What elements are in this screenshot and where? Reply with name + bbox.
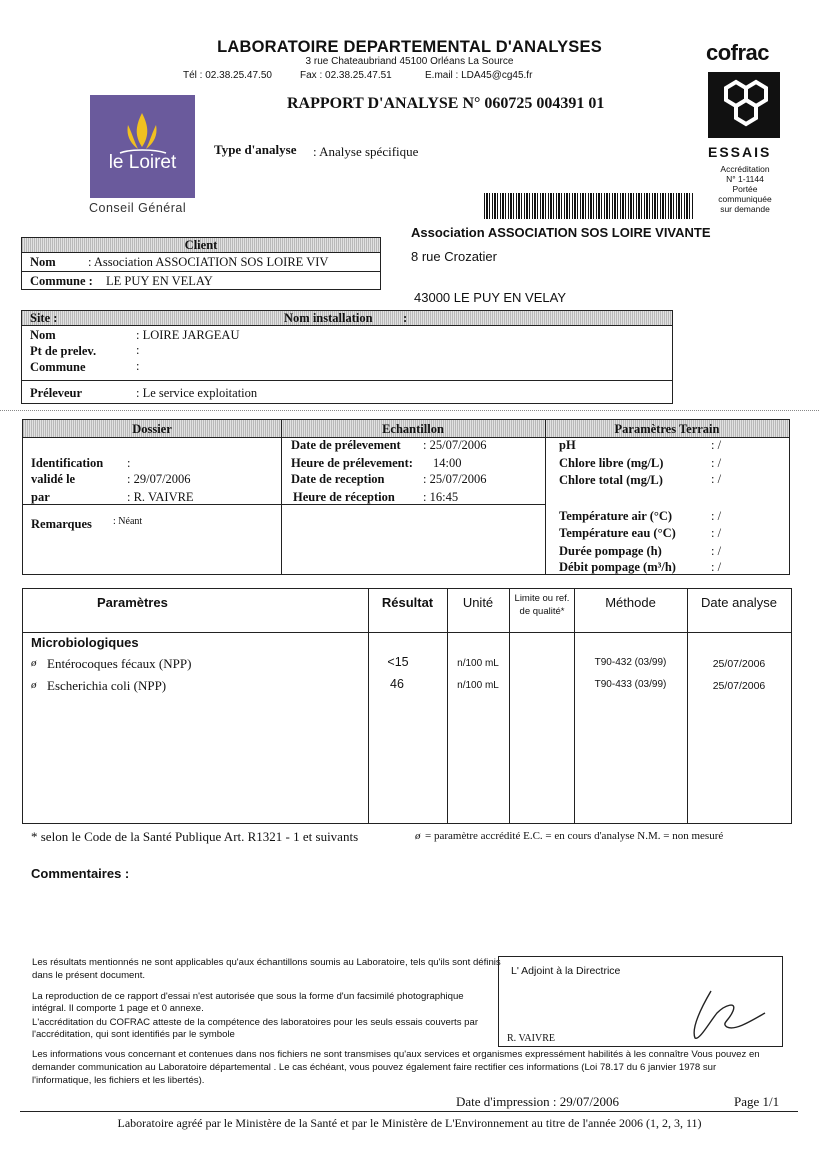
terrain-row-3-label: Chlore total (mg/L) [559, 473, 663, 487]
terrain-row-4-label: Température air (°C) [559, 509, 673, 523]
logo-name: le Loiret [108, 152, 177, 173]
row-2-method: T90-433 (03/99) [594, 679, 667, 690]
footer-p4: Les informations vous concernant et contenues dans nos fichiers ne sont transmises qu'aux services et organismes expressément habilités à les connaître Vous pouvez en demander communication au Laboratoire départemental . Le cas échéant, vous pouvez également faire rectifier ces informations (Loi 78.17 du 6 janvier 1978 sur l'informatique, les fichiers et les libertés). [32, 1049, 760, 1086]
cofrac-logo [700, 40, 790, 220]
col-limite: Limite ou ref. de qualité* [514, 593, 570, 617]
dossier-par-label: par [31, 490, 50, 504]
signer-title: L' Adjoint à la Directrice [511, 965, 621, 977]
separator [0, 410, 819, 411]
cofrac-portee: Portée [732, 184, 758, 194]
col-methode: Méthode [605, 595, 656, 610]
col-resultat: Résultat [381, 595, 434, 610]
row-1-method: T90-432 (03/99) [594, 657, 667, 668]
accredited-icon: ø [31, 679, 37, 691]
site-commune-label: Commune [30, 360, 86, 374]
terrain-header: Paramètres Terrain [614, 422, 720, 436]
lab-address: 3 rue Chateaubriand 45100 Orléans La Source [305, 56, 514, 67]
echantillon-row-2-label: Heure de prélevement: [291, 456, 413, 470]
client-box [21, 237, 381, 290]
cofrac-accreditation: Accréditation [720, 164, 770, 174]
client-commune-label: Commune : [30, 274, 93, 288]
row-2-unit: n/100 mL [457, 680, 499, 691]
terrain-row-5-label: Température eau (°C) [559, 526, 676, 540]
footer-p3: L'accréditation du COFRAC atteste de la compétence des laboratoires pour les seuls essais couverts par l'accréditation, qui sont identifiés par le symbole [32, 1017, 479, 1040]
row-2-result: 46 [390, 677, 404, 691]
row-1-result: <15 [387, 655, 409, 669]
report-title: RAPPORT D'ANALYSE N° 060725 004391 01 [287, 95, 605, 112]
site-pt-value: : [136, 343, 140, 357]
type-analyse-label: Type d'analyse [214, 142, 297, 157]
site-commune-value: : [136, 359, 140, 373]
lab-email: E.mail : LDA45@cg45.fr [425, 70, 533, 81]
signature-box [498, 956, 783, 1047]
signature-icon [681, 983, 771, 1043]
echantillon-row-4-value: : 16:45 [423, 490, 459, 504]
client-nom-label: Nom [30, 255, 56, 269]
print-date: Date d'impression : 29/07/2006 [456, 1094, 620, 1109]
echantillon-row-3-value: : 25/07/2006 [423, 472, 487, 486]
logo-subtitle: Conseil Général [89, 201, 187, 215]
code-note: * selon le Code de la Santé Publique Art. R1321 - 1 et suivants [31, 829, 359, 844]
recipient-name: Association ASSOCIATION SOS LOIRE VIVANTE [411, 225, 711, 240]
terrain-row-5-value: : / [711, 526, 722, 540]
dossier-remarques-label: Remarques [31, 517, 92, 531]
terrain-row-4-value: : / [711, 509, 722, 523]
echantillon-row-3-label: Date de reception [291, 472, 385, 486]
recipient-city: 43000 LE PUY EN VELAY [414, 290, 567, 305]
dossier-ident-label: Identification [31, 456, 104, 470]
row-2-param: Escherichia coli (NPP) [47, 678, 167, 693]
recipient-street: 8 rue Crozatier [411, 249, 497, 264]
row-1-date: 25/07/2006 [712, 658, 766, 670]
cofrac-communiquee: communiquée [718, 194, 772, 204]
site-preleveur-value: : Le service exploitation [136, 386, 258, 400]
results-table [22, 588, 792, 824]
cofrac-hexagon-icon [706, 70, 786, 140]
echantillon-row-2-value: 14:00 [433, 456, 462, 470]
terrain-row-2-label: Chlore libre (mg/L) [559, 456, 664, 470]
commentaires-label: Commentaires : [31, 866, 130, 881]
terrain-row-6-value: : / [711, 544, 722, 558]
cofrac-number: N° 1-1144 [726, 174, 764, 184]
terrain-row-7-value: : / [711, 560, 722, 574]
client-header [22, 238, 380, 253]
col-date: Date analyse [701, 595, 777, 610]
legend-note: = paramètre accrédité E.C. = en cours d'analyse N.M. = non mesuré [425, 830, 724, 842]
terrain-row-3-value: : / [711, 472, 722, 486]
site-nom-label: Nom [30, 328, 56, 342]
terrain-row-1-label: pH [559, 438, 576, 452]
terrain-row-7-label: Débit pompage (m³/h) [559, 560, 676, 574]
echantillon-row-1-value: : 25/07/2006 [423, 438, 487, 452]
lab-tel: Tél : 02.38.25.47.50 [183, 70, 272, 81]
terrain-row-6-label: Durée pompage (h) [559, 544, 662, 558]
site-nom-value: : LOIRE JARGEAU [136, 328, 240, 342]
terrain-row-1-value: : / [711, 438, 722, 452]
dossier-remarques-value: : Néant [113, 516, 143, 527]
site-pt-label: Pt de prelev. [30, 344, 97, 358]
echantillon-row-1-label: Date de prélevement [291, 438, 401, 452]
site-header-colon: : [403, 311, 408, 325]
dossier-ident-value: : [127, 456, 131, 470]
dossier-valide-label: validé le [31, 472, 76, 486]
accredited-symbol-icon: ø [415, 830, 421, 842]
row-1-unit: n/100 mL [457, 658, 499, 669]
echantillon-header: Echantillon [382, 422, 444, 436]
barcode [484, 193, 693, 219]
cofrac-brand: cofrac [706, 40, 770, 65]
footer-p1: Les résultats mentionnés ne sont applicables qu'aux échantillons soumis au Laboratoire, tels qu'ils sont définis dans le présent document. [32, 957, 501, 981]
dossier-valide-value: : 29/07/2006 [127, 472, 191, 486]
site-box [21, 310, 673, 404]
loiret-logo [90, 95, 195, 198]
agreement: Laboratoire agréé par le Ministère de la Santé et par le Ministère de L'Environnement au titre de l'année 2006 (1, 2, 3, 11) [117, 1116, 702, 1130]
lab-name: LABORATOIRE DEPARTEMENTAL D'ANALYSES [217, 38, 602, 56]
site-header [22, 311, 672, 326]
row-1-param: Entérocoques fécaux (NPP) [47, 656, 192, 671]
footer-rule [20, 1111, 798, 1112]
client-commune-value: LE PUY EN VELAY [106, 274, 213, 288]
cofrac-essais: ESSAIS [708, 144, 772, 160]
row-2-date: 25/07/2006 [712, 680, 766, 692]
col-parametres: Paramètres [97, 595, 168, 610]
echantillon-row-4-label: Heure de réception [293, 490, 395, 504]
signer-name: R. VAIVRE [507, 1033, 555, 1044]
type-analyse-value: : Analyse spécifique [313, 144, 419, 159]
site-label: Site : [30, 311, 58, 325]
cofrac-sur-demande: sur demande [720, 204, 770, 214]
results-group: Microbiologiques [31, 635, 139, 650]
fleur-de-lys-icon [90, 95, 195, 198]
accredited-icon: ø [31, 657, 37, 669]
footer-p2: La reproduction de ce rapport d'essai n'est autorisée que sous la forme d'un facsimilé photographique intégral. Il comporte 1 page et 0 annexe. [32, 991, 464, 1014]
client-nom-value: : Association ASSOCIATION SOS LOIRE VIV [88, 255, 329, 269]
dossier-header: Dossier [132, 422, 172, 436]
col-unite: Unité [462, 595, 494, 610]
site-header-label: Nom installation [284, 311, 373, 325]
dossier-par-value: : R. VAIVRE [127, 490, 194, 504]
client-header-label: Client [184, 238, 218, 252]
lab-fax: Fax : 02.38.25.47.51 [300, 70, 392, 81]
page-number: Page 1/1 [734, 1094, 780, 1109]
terrain-row-2-value: : / [711, 456, 722, 470]
site-preleveur-label: Préleveur [30, 386, 83, 400]
dossier-box [22, 419, 790, 575]
